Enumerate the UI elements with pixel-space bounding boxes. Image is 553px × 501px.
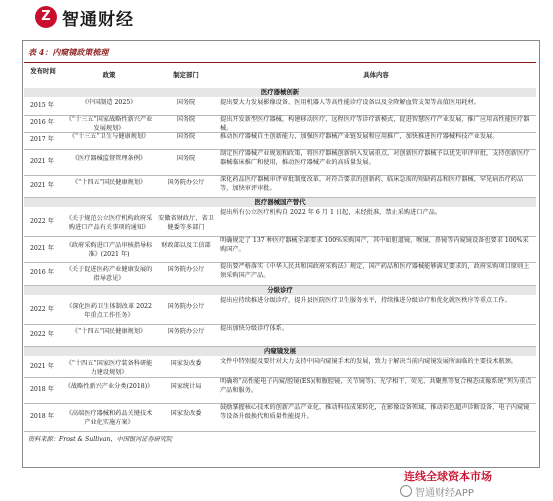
cell-department: 国务院 (176, 99, 196, 106)
column-header-date: 发布时间 (30, 67, 56, 75)
table-title: 表 4：内窥镜政策梳理 (28, 47, 109, 57)
cell-year: 2022 年 (30, 218, 54, 225)
cell-content: 推动医疗器械自主创新能力，加强医疗器械产业链发展和应用推广，加快推进医疗器械科技产业发展。 (220, 133, 499, 140)
cell-year: 2018 年 (30, 386, 54, 393)
cell-department: 国家统计局 (170, 383, 202, 390)
cell-policy: 《“十四五”国民健康规划》 (71, 179, 147, 186)
cell-content: 制定医疗器械产业规划和政策，将医疗器械创新纳入发展重点，对创新医疗器械予以优先审评审批，支持创新医疗器械临床推广和使用，推动医疗器械产业的高质量发展。 (220, 150, 530, 166)
cell-policy: 《“十三五”卫生与健康规划》 (68, 133, 150, 140)
cell-policy: 《“十四五”国家医疗装备科研能力建设规划》 (65, 360, 153, 376)
watermark-text: 智通财经APP (415, 488, 474, 499)
section-header: 内窥镜发展 (24, 347, 536, 356)
cell-content: 提出应持续推进分级诊疗，提升县医院医疗卫生服务水平，持续推进分级诊疗和优化就医秩序等重点工作。 (220, 297, 511, 304)
cell-content: 提出要大力发展影像设备、医用机器人等高性能诊疗设备以及全降解血管支架等高值医用耗材。 (220, 99, 480, 106)
cell-policy: 《关于规范公立医疗机构政府采购进口产品有关事项的通知》 (65, 215, 153, 231)
table-header-row (24, 62, 536, 89)
table-row (24, 357, 536, 378)
cell-policy: 《医疗器械监督管理条例》 (71, 155, 147, 162)
cell-content: 明确规定了 137 种医疗器械全部要求 100%采购国产，其中如胆道镜、喉镜、鼻镜等内窥镜设备也要求 100%采购国产。 (220, 237, 529, 253)
cell-department: 国家发改委 (170, 410, 202, 417)
cell-department: 国务院 (176, 116, 196, 123)
table-row (24, 236, 536, 263)
cell-policy: 《战略性新兴产业分类(2018)》 (64, 383, 154, 390)
column-header-content: 具体内容 (363, 71, 389, 79)
cell-policy: 《高端医疗器械和药品关键技术产业化实施方案》 (65, 410, 153, 426)
source-note: 资料来源：Frost & Sullivan、中国银河证券研究院 (28, 436, 173, 443)
cell-year: 2021 年 (30, 363, 54, 370)
column-header-department: 制定部门 (173, 71, 199, 79)
cell-policy: 《中国制造 2025》 (81, 99, 137, 106)
column-header-policy: 政策 (102, 71, 116, 79)
footer-tagline: 连线全球资本市场 (404, 470, 492, 483)
cell-policy: 《“十四五”国民健康规划》 (71, 328, 147, 335)
cell-department: 国务院办公厅 (167, 303, 205, 310)
table-row (24, 296, 536, 325)
table-row (24, 262, 536, 286)
cell-policy: 《政府采购进口产品审核指导标准》(2021 年) (65, 242, 153, 258)
cell-content: 提出开发新型医疗器械，构建移动医疗、远程医疗等诊疗新模式，促进智慧医疗产业发展，推广应用高性能医疗器械。 (220, 116, 530, 132)
section-header: 分级诊疗 (24, 286, 536, 295)
table-row (24, 324, 536, 347)
cell-content: 明确将“高性能电子内窥/腔镜(ES)(和腹腔镜、关节镜等)、光学相干、荧光、共聚焦等复合模态成像系统”列为重点产品和服务。 (220, 378, 532, 394)
cell-year: 2021 年 (30, 245, 54, 252)
cell-department: 国务院办公厅 (167, 179, 205, 186)
cell-year: 2016 年 (30, 119, 54, 126)
brand-name: 智通财经 (62, 10, 134, 30)
section-header: 医疗器械创新 (24, 88, 536, 97)
cell-content: 鼓励掌握核心技术的创新产品产业化，推动科技成果转化，在影像设备领域，推动彩色超声诊断设备、电子内窥镜等设备升级换代和质量性能提升。 (220, 404, 530, 420)
table-row (24, 115, 536, 133)
table-row (24, 175, 536, 198)
cell-year: 2018 年 (30, 413, 54, 420)
cell-policy: 《深化医药卫生体制改革 2022 年重点工作任务》 (66, 303, 152, 319)
table-row (24, 208, 536, 237)
table-row (24, 98, 536, 116)
cell-content: 提出要严格落实《中华人民共和国政府采购法》规定，国产药品和医疗器械能够满足要求的，政府采购项目原则上须采购国产产品。 (220, 263, 530, 279)
top-bar (0, 0, 553, 32)
cell-year: 2021 年 (30, 158, 54, 165)
cell-year: 2022 年 (30, 306, 54, 313)
cell-content: 提出加快分级诊疗体系。 (220, 325, 289, 332)
table-row (24, 377, 536, 404)
cell-department: 国务院 (176, 133, 196, 140)
table-row (24, 149, 536, 176)
section-header: 医疗器械国产替代 (24, 198, 536, 207)
cell-year: 2017 年 (30, 136, 54, 143)
cell-content: 提出所有公立医疗机构自 2022 年 6 月 1 日起，未经批准，禁止采购进口产品。 (220, 209, 442, 216)
watermark (400, 484, 474, 499)
cell-department: 财政部以及工信部 (161, 242, 211, 249)
brand-logo-icon: Z (35, 6, 57, 28)
cell-year: 2016 年 (30, 269, 54, 276)
cell-year: 2015 年 (30, 102, 54, 109)
cell-content: 文件中特别提及要针对大力支持中国内窥镜手术的发展，致力于解决当前内窥镜发展所面临的主要技术瓶颈。 (220, 358, 517, 365)
watermark-logo-icon (400, 485, 412, 497)
cell-department: 国务院办公厅 (167, 266, 205, 273)
cell-department: 安徽省财政厅、省卫健委等多部门 (158, 215, 214, 231)
cell-policy: 《关于促进医药产业健康发展的指导意见》 (65, 266, 153, 282)
cell-year: 2021 年 (30, 182, 54, 189)
table-row (24, 132, 536, 150)
cell-department: 国务院办公厅 (167, 328, 205, 335)
cell-policy: 《“十三五”国家战略性新兴产业发展规划》 (65, 116, 153, 132)
cell-year: 2022 年 (30, 331, 54, 338)
cell-department: 国务院 (176, 155, 196, 162)
table-row (24, 403, 536, 432)
cell-content: 深化药品医疗器械审评审批制度改革，对符合要求的创新药、临床急需的短缺药品和医疗器械、罕见病治疗药品等，加快审评审批。 (220, 176, 524, 192)
cell-department: 国家发改委 (170, 360, 202, 367)
